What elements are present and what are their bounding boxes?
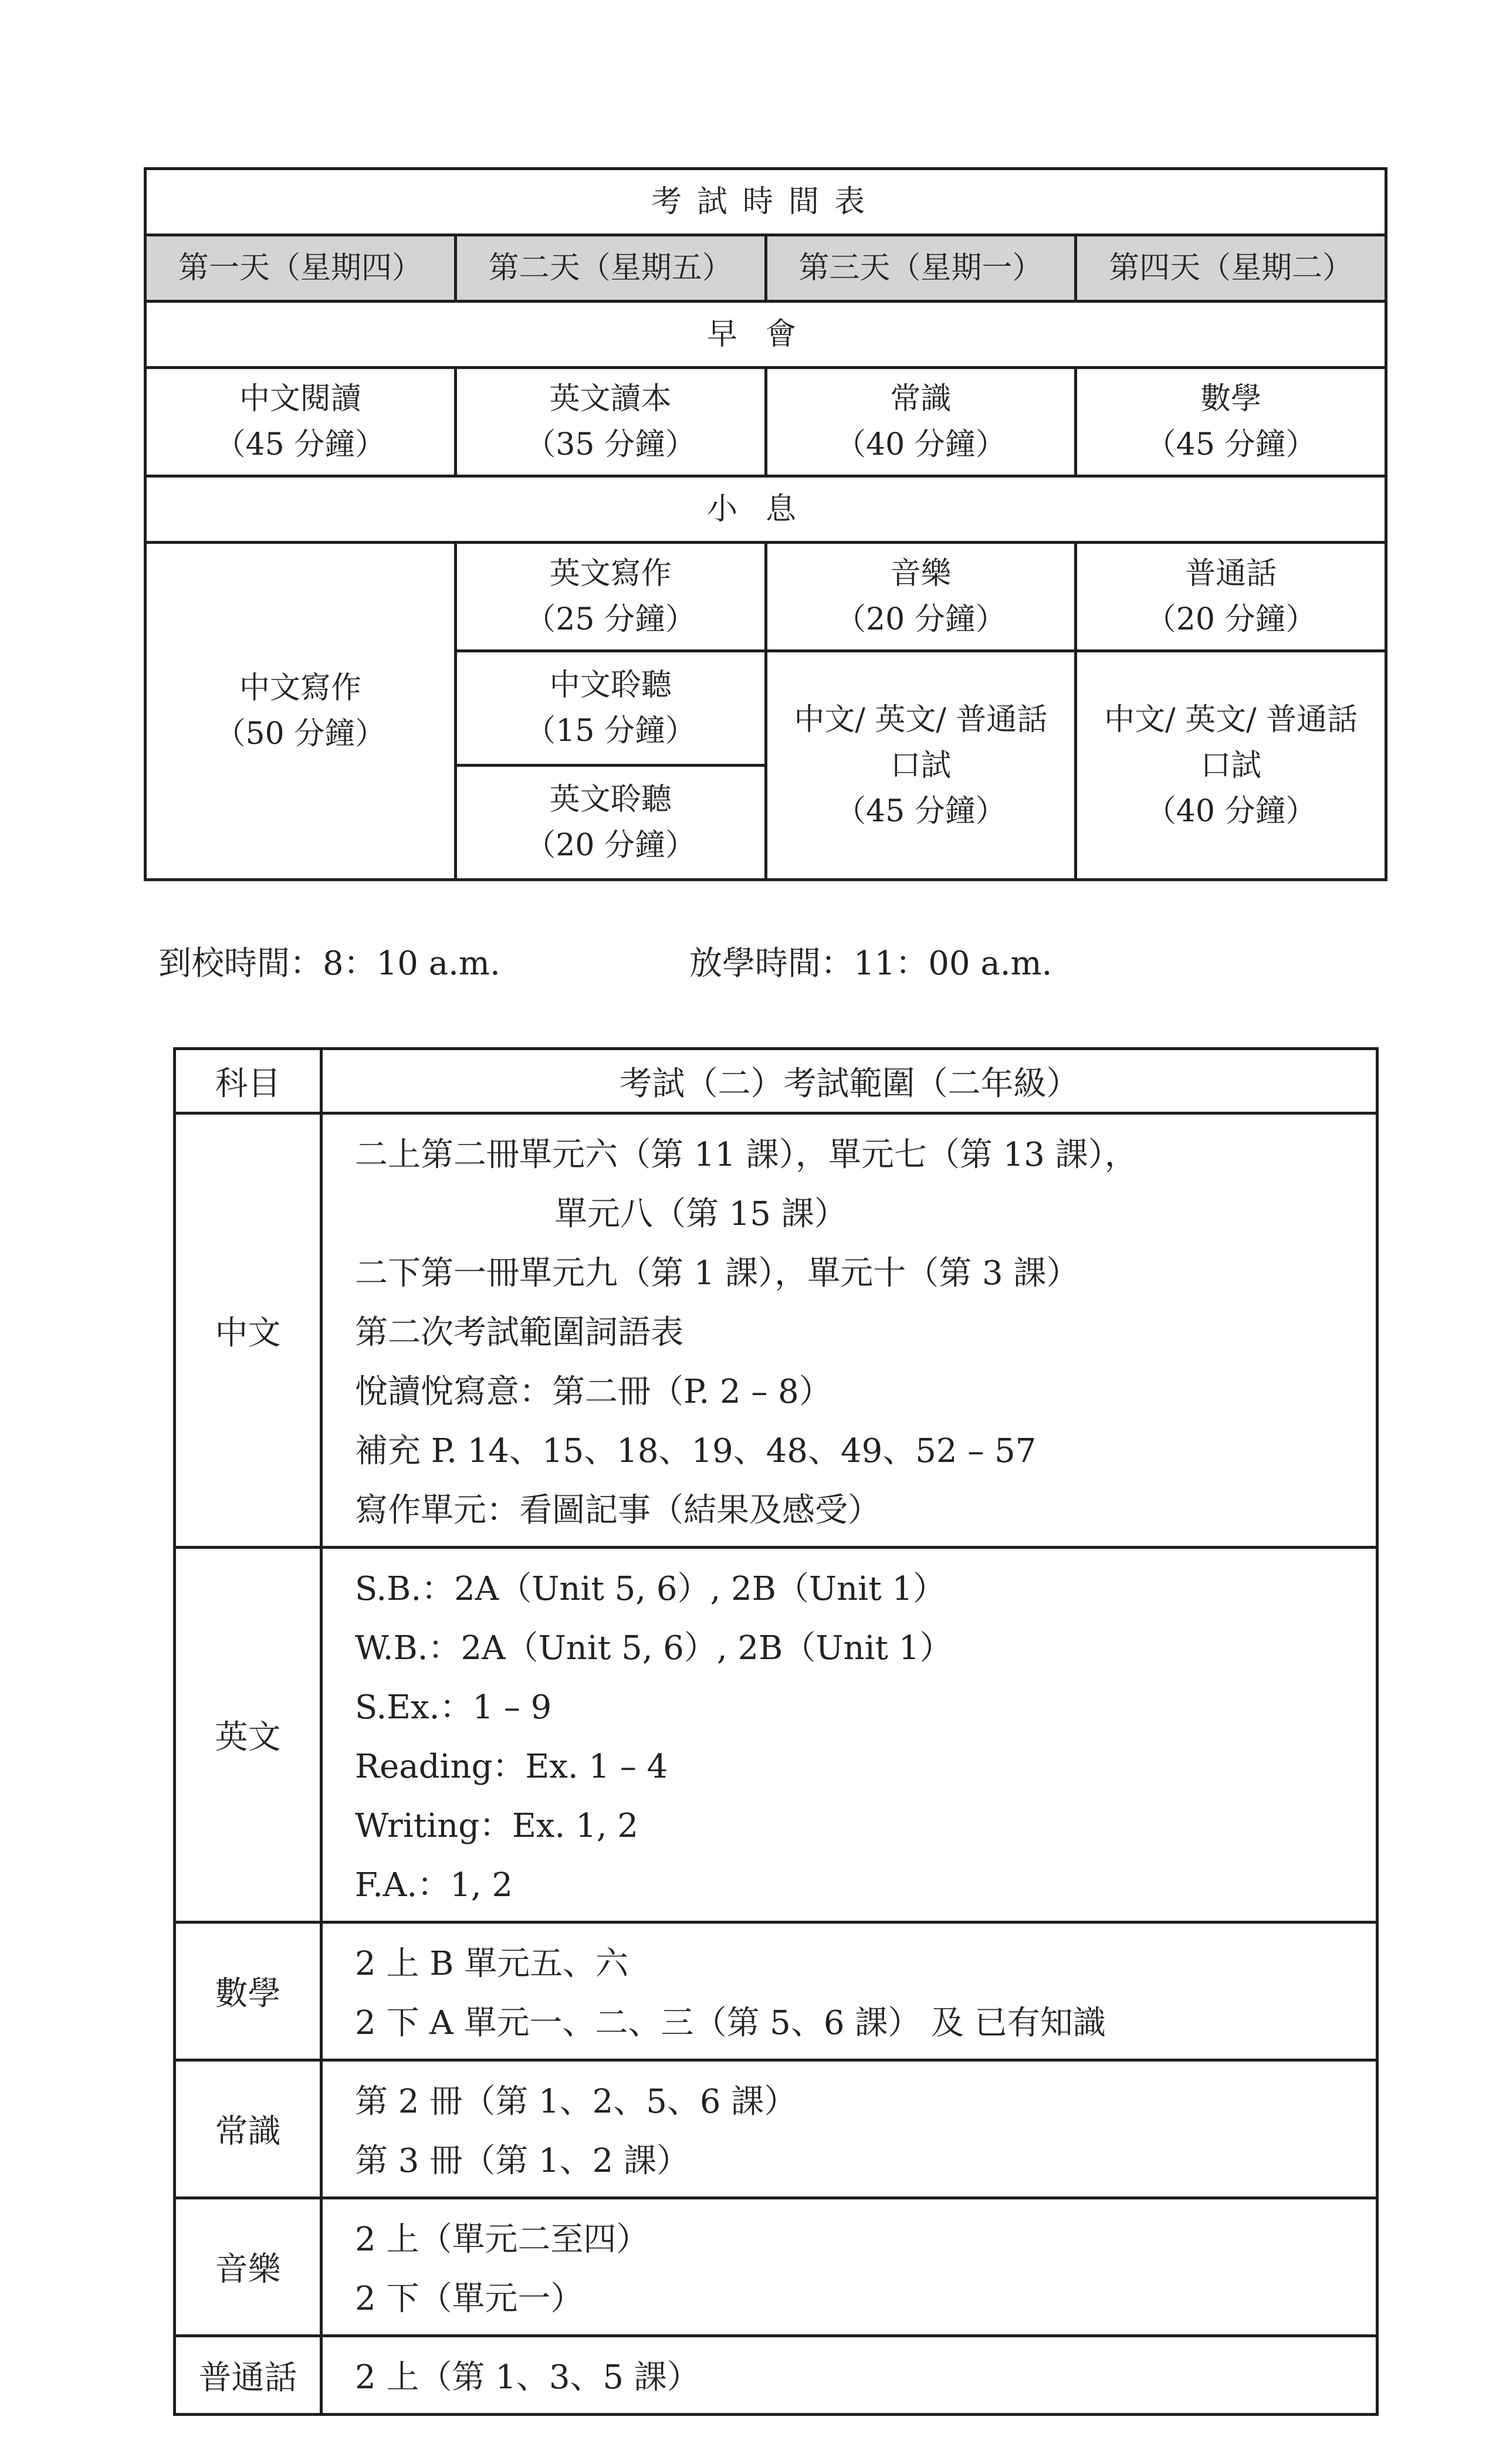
exam-cell (766, 543, 1076, 651)
exam-duration: （45 分鐘） (1145, 427, 1316, 462)
oral-exam-subjects: 中文/ 英文/ 普通話 (794, 702, 1048, 737)
exam-name: 音樂 (890, 556, 952, 591)
scope-line: S.B.：2A（Unit 5, 6）, 2B（Unit 1） (355, 1570, 946, 1608)
table-row (175, 1113, 1377, 1548)
subject-name: 英文 (175, 1548, 321, 1923)
exam-duration: （25 分鐘） (525, 602, 696, 637)
exam-name: 中文寫作 (239, 671, 361, 706)
scope-line: 二上第二冊單元六（第 11 課），單元七（第 13 課）， (355, 1136, 1138, 1174)
subject-column-header: 科目 (175, 1049, 321, 1113)
exam-name: 常識 (890, 381, 952, 417)
scope-line: 第 3 冊（第 1、2 課） (355, 2142, 690, 2180)
exam-cell (766, 368, 1076, 476)
day-4-header: 第四天（星期二） (1076, 235, 1386, 302)
dismissal-time: 放學時間：11：00 a.m. (689, 945, 1052, 983)
subject-scope (321, 1548, 1377, 1923)
exam-cell (455, 543, 766, 651)
scope-line: 2 上（單元二至四） (355, 2221, 649, 2259)
exam-cell (1076, 543, 1386, 651)
subject-scope (321, 2336, 1377, 2415)
scope-line: Reading：Ex. 1 – 4 (355, 1748, 668, 1786)
scope-line: W.B.：2A（Unit 5, 6）, 2B（Unit 1） (355, 1629, 953, 1667)
table-row (175, 2336, 1377, 2415)
exam-name: 中文閱讀 (239, 381, 361, 417)
assembly-row: 早會 (145, 302, 1386, 368)
exam-cell (145, 368, 456, 476)
table-row (175, 1923, 1377, 2060)
scope-line: 寫作單元：看圖記事（結果及感受） (355, 1491, 881, 1529)
exam-cell (455, 368, 766, 476)
exam-cell (455, 651, 766, 766)
subject-name: 常識 (175, 2060, 321, 2198)
exam-name: 英文讀本 (549, 381, 672, 417)
oral-exam-cell (766, 651, 1076, 880)
scope-line: 第二次考試範圍詞語表 (355, 1314, 683, 1352)
scope-line: 單元八（第 15 課） (554, 1195, 847, 1233)
exam-cell (145, 543, 456, 880)
scope-line: 2 上 B 單元五、六 (355, 1945, 629, 1983)
exam-name: 數學 (1200, 381, 1262, 417)
timetable-title: 考試時間表 (145, 169, 1386, 235)
exam-duration: （20 分鐘） (1145, 602, 1316, 637)
exam-duration: （45 分鐘） (215, 427, 386, 462)
oral-exam-cell (1076, 651, 1386, 880)
subject-scope (321, 1923, 1377, 2060)
exam-duration: （45 分鐘） (835, 793, 1006, 829)
exam-syllabus-table (173, 1047, 1379, 2416)
scope-line: 2 下 A 單元一、二、三（第 5、6 課） 及 已有知識 (355, 2004, 1106, 2042)
exam-cell (455, 766, 766, 880)
scope-line: F.A.：1, 2 (355, 1866, 513, 1904)
scope-line: Writing：Ex. 1, 2 (355, 1807, 638, 1845)
oral-exam-label: 口試 (890, 747, 952, 783)
exam-duration: （40 分鐘） (1145, 793, 1316, 829)
scope-column-header: 考試（二）考試範圍（二年級） (321, 1049, 1377, 1113)
oral-exam-label: 口試 (1200, 747, 1262, 783)
scope-line: 2 上（第 1、3、5 課） (355, 2358, 700, 2397)
scope-line: 第 2 冊（第 1、2、5、6 課） (355, 2083, 797, 2121)
exam-timetable (144, 167, 1387, 881)
day-3-header: 第三天（星期一） (766, 235, 1076, 302)
subject-name: 中文 (175, 1113, 321, 1548)
scope-line: 悅讀悅寫意：第二冊（P. 2 – 8） (355, 1373, 832, 1411)
exam-duration: （15 分鐘） (525, 713, 696, 749)
exam-name: 中文聆聽 (549, 668, 672, 703)
exam-duration: （35 分鐘） (525, 427, 696, 462)
exam-duration: （40 分鐘） (835, 427, 1006, 462)
exam-duration: （20 分鐘） (835, 602, 1006, 637)
exam-cell (1076, 368, 1386, 476)
subject-scope (321, 2198, 1377, 2336)
exam-duration: （20 分鐘） (525, 828, 696, 863)
exam-name: 英文寫作 (549, 556, 672, 591)
scope-line: S.Ex.：1 – 9 (355, 1688, 552, 1727)
arrival-time: 到校時間：8：10 a.m. (158, 945, 500, 983)
exam-name: 英文聆聽 (549, 782, 672, 817)
recess-row: 小息 (145, 476, 1386, 543)
scope-line: 二下第一冊單元九（第 1 課），單元十（第 3 課） (355, 1254, 1079, 1292)
subject-name: 數學 (175, 1923, 321, 2060)
table-row (175, 2198, 1377, 2336)
oral-exam-subjects: 中文/ 英文/ 普通話 (1104, 702, 1358, 737)
subject-name: 音樂 (175, 2198, 321, 2336)
subject-scope (321, 1113, 1377, 1548)
day-1-header: 第一天（星期四） (145, 235, 456, 302)
exam-duration: （50 分鐘） (215, 716, 386, 752)
table-row (175, 2060, 1377, 2198)
scope-line: 補充 P. 14、15、18、19、48、49、52 – 57 (355, 1432, 1037, 1470)
scope-line: 2 下（單元一） (355, 2280, 584, 2318)
exam-name: 普通話 (1185, 556, 1277, 591)
subject-name: 普通話 (175, 2336, 321, 2415)
table-row (175, 1548, 1377, 1923)
subject-scope (321, 2060, 1377, 2198)
day-2-header: 第二天（星期五） (455, 235, 766, 302)
